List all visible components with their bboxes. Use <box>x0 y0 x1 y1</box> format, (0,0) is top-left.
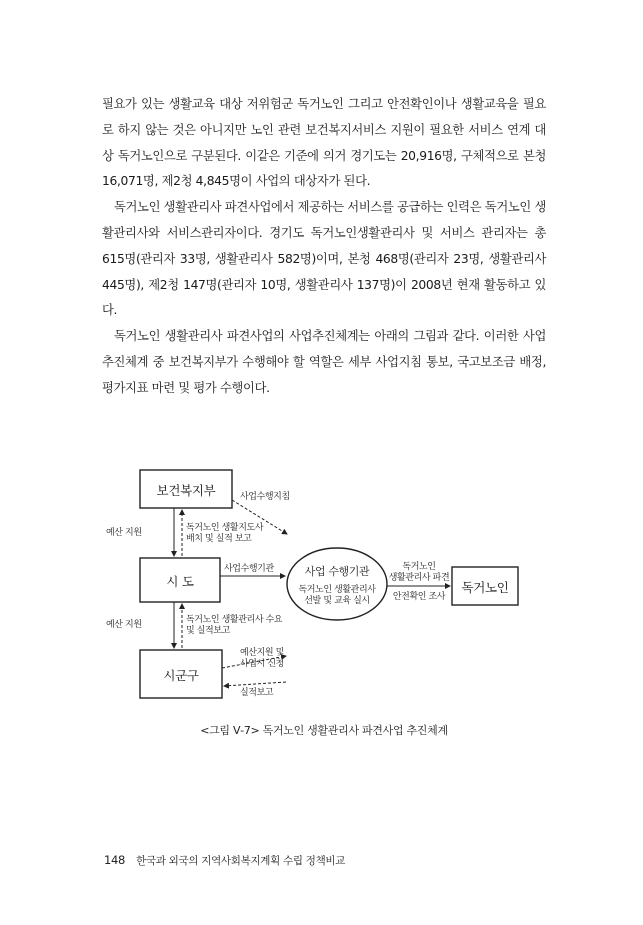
agency-title: 사업 수행기관 <box>304 565 370 578</box>
survey-label: 안전확인 조사 <box>392 592 446 602</box>
dispatch-label-b: 생활관리사 파견 <box>388 573 450 583</box>
paragraph-1: 필요가 있는 생활교육 대상 저위험군 독거노인 그리고 안전확인이나 생활교육을 필요로 하지 않는 것은 아니지만 노인 관련 보건복지서비스 지원이 필요한 서비스 연계 대상 독거노인으로 구분된다. 이같은 기준에 의거 경기도는 20,916명, 구체적으로 본청 16,071명, 제2청 4,845명이 사업의 대상자가 된다. <box>102 97 546 189</box>
figure-caption: <그림 Ⅴ-7> 독거노인 생활관리사 파견사업 추진체계 <box>200 724 448 737</box>
request-label-a: 예산지원 및 <box>240 648 284 658</box>
perf-report-arrow <box>224 682 286 686</box>
city-label: 시군구 <box>163 668 199 683</box>
agency-sub2: 선발 및 교육 실시 <box>304 596 370 606</box>
body-text <box>102 92 546 402</box>
elder-label: 독거노인 <box>461 580 509 595</box>
report-up-label-2b: 및 실적보고 <box>186 626 230 636</box>
page-footer <box>104 853 345 868</box>
paragraph-3: 독거노인 생활관리사 파견사업의 사업추진체계는 아래의 그림과 같다. 이러한 사업추진체계 중 보건복지부가 수행해야 할 역할은 세부 사업지침 통보, 국고보조금 배정, 평가지표 마련 및 평가 수행이다. <box>102 329 546 395</box>
flow-diagram <box>102 450 546 740</box>
perf-report-label: 실적보고 <box>240 688 274 698</box>
ministry-label: 보건복지부 <box>156 483 216 498</box>
agency-sub1: 독거노인 생활관리사 <box>298 585 376 595</box>
report-up-label-1b: 배치 및 실적 보고 <box>186 534 252 544</box>
guideline-label: 사업수행지침 <box>240 492 290 502</box>
page-number: 148 <box>104 853 126 867</box>
agency-ellipse <box>287 548 387 620</box>
paragraph-2: 독거노인 생활관리사 파견사업에서 제공하는 서비스를 공급하는 인력은 독거노인 생활관리사와 서비스관리자이다. 경기도 독거노인생활관리사 및 서비스 관리자는 총 615명(관리자 33명, 생활관리사 582명)이며, 본청 468명(관리자 23명, 생활관리사 445명), 제2청 147명(관리자 10명, 생활관리사 137명)이 2008년 현재 활동하고 있다. <box>102 200 546 318</box>
running-title: 한국과 외국의 지역사회복지계획 수립 정책비교 <box>136 855 346 867</box>
budget-support-label-1: 예산 지원 <box>106 528 142 538</box>
report-up-label-2a: 독거노인 생활관리사 수요 <box>186 615 283 625</box>
select-agency-label: 사업수행기관 <box>224 564 274 574</box>
dispatch-label-a: 독거노인 <box>402 562 436 572</box>
request-label-b: 사업시 신청 <box>240 659 284 669</box>
province-label: 시 도 <box>166 574 194 589</box>
report-up-label-1a: 독거노인 생활지도사 <box>186 523 264 533</box>
budget-support-label-2: 예산 지원 <box>106 620 142 630</box>
